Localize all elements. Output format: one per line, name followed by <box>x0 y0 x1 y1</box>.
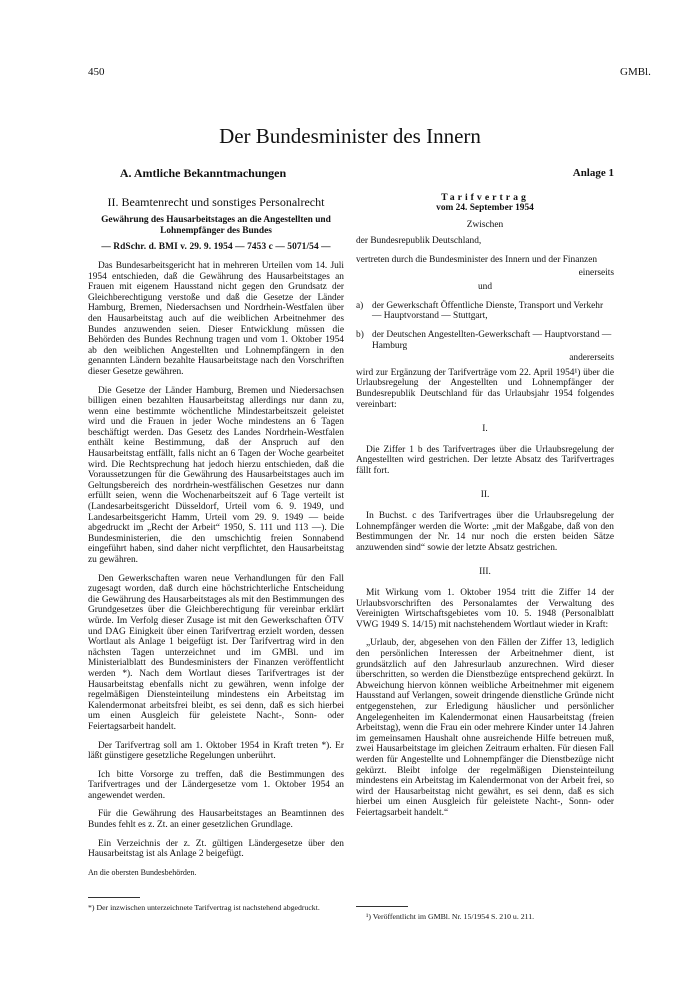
party-b-label: b) <box>356 329 364 340</box>
party-1-representative: vertreten durch die Bundesminister des Innern und der Finanzen <box>356 254 598 265</box>
right-column <box>356 168 614 827</box>
section-ii-numeral: II. <box>480 490 490 501</box>
paragraph-4: Der Tarifvertrag soll am 1. Oktober 1954 in Kraft treten *). Er läßt günstigere gesetzliche Regelungen unberührt. <box>88 740 344 762</box>
und-label: und <box>477 282 493 293</box>
addressee-line: An die obersten Bundesbehörden. <box>88 867 197 877</box>
annex-label: Anlage 1 <box>572 167 614 179</box>
section-i-text: Die Ziffer 1 b des Tarifvertrages über die Urlaubsregelung der Angestellten wird gestrichen. Der letzte Absatz des Tarifvertrages fällt fort. <box>356 444 614 476</box>
section-iii-numeral: III. <box>479 567 491 578</box>
paragraph-2: Die Gesetze der Länder Hamburg, Bremen und Niedersachsen billigen einen bezahlten Hausarbeitstag allerdings nur dann zu, wenn eine bestimmte wöchentliche Mindestarbeitszeit geleistet wird und die Frauen in jeder Woche mindestens an 6 Tagen beschäftigt werden. Das Gesetz des Landes Nordrhein-Westfalen enthält keine Bestimmung, daß der Anspruch auf den Hausarbeitstag entfällt, falls nicht an 6 Tagen der Woche gearbeitet wird. Die Rechtsprechung hat jedoch hierzu entschieden, daß die Voraussetzungen für die Gewährung des Hausarbeitstages auch im Geltungsbereich des nordrhein-westfälischen Gesetzes nur dann erfüllt seien, wenn die Wochenarbeitszeit auf 6 Tage verteilt ist (Landesarbeitsgericht Düsseldorf, Urteil vom 6. 9. 1949, und Landesarbeitsgericht Hamm, Urteil vom 29. 9. 1949 — beide abgedruckt im „Recht der Arbeit“ 1950, S. 111 und 113 —). Die Bundesministerien, die den umschichtig freien Sonnabend eingeführt haben, sind daher nicht verpflichtet, den Hausarbeitstag zu gewähren. <box>88 385 344 565</box>
left-footnote-rule <box>88 897 140 898</box>
agreement-date: vom 24. September 1954 <box>436 203 534 214</box>
party-a-text: der Gewerkschaft Öffentliche Dienste, Transport und Verkehr — Hauptvorstand — Stuttgart, <box>372 300 604 322</box>
page-number: 450 <box>88 66 105 78</box>
paragraph-1: Das Bundesarbeitsgericht hat in mehreren Urteilen vom 14. Juli 1954 entschieden, daß die Gewährung des Hausarbeitstages an Frauen mit eigenem Hausstand nicht gegen den Grundsatz der Gleichberechtigung verstoße und daß die Gesetze der Länder Hamburg, Bremen, Niedersachsen und Nordrhein-Westfalen über den Hausarbeitstag auch auf die weiblichen Arbeitnehmer des Bundes anzuwenden seien. Dieser Entwicklung müssen die Behörden des Bundes Rechnung tragen und vom 1. Oktober 1954 ab den weiblichen Angestellten und Lohnempfängern in den genannten Ländern bezahlte Hausarbeitstage nach den Vorschriften dieser Gesetze gewähren. <box>88 260 344 377</box>
paragraph-3: Den Gewerkschaften waren neue Verhandlungen für den Fall zugesagt worden, daß durch eine höchstrichterliche Entscheidung die Gewährung des Hausarbeitstages als mit den Bestimmungen des Grundgesetzes über die Gleichberechtigung für vereinbar erklärt würde. Im Verfolg dieser Zusage ist mit den Gewerkschaften ÖTV und DAG Einigkeit über einen Tarifvertrag erzielt worden, dessen Wortlaut als Anlage 1 beigefügt ist. Der Tarifvertrag wird in den nächsten Tagen unterzeichnet und im GMBl. und im Ministerialblatt des Bundesministers der Finanzen veröffentlicht werden *). Nach dem Wortlaut dieses Tarifvertrages ist der Hausarbeitstag ebenfalls nicht zu gewähren, wenn infolge der regelmäßigen Diensteinteilung mindestens ein Arbeitstag im Kalendermonat arbeitsfrei bleibt, es sei denn, daß es sich hierbei um einen Ausgleich für geleistete Nacht-, Sonn- oder Feiertagsarbeit handelt. <box>88 573 344 732</box>
right-footnote: ¹) Veröffentlicht im GMBl. Nr. 15/1954 S. 210 u. 211. <box>366 912 535 921</box>
paragraph-6: Für die Gewährung des Hausarbeitstages an Beamtinnen des Bundes fehlt es z. Zt. an einer gesetzlichen Grundlage. <box>88 809 344 831</box>
paragraph-5: Ich bitte Vorsorge zu treffen, daß die Bestimmungen des Tarifvertrages und der Ländergesetze vom 1. Oktober 1954 an angewendet werden. <box>88 769 344 801</box>
zwischen-label: Zwischen <box>466 219 504 230</box>
section-a-heading: A. Amtliche Bekanntmachungen <box>119 166 287 180</box>
agreement-intro: wird zur Ergänzung der Tarifverträge vom 22. April 1954¹) über die Urlaubsregelung der Angestellten und Lohnempfänger der Bundesrepublik Deutschland für das Urlaubsjahr 1954 folgendes vereinbart: <box>356 367 614 410</box>
einerseits-label: einerseits <box>578 267 614 278</box>
quoted-provision: „Urlaub, der, abgesehen von den Fällen der Ziffer 13, lediglich den persönlichen Interessen der Arbeitnehmer dient, ist grundsätzlich auf den Jahresurlaub anzurechnen. Wird dieser überschritten, so werden die Dienstbezüge entsprechend gekürzt. In Abweichung hiervon können weibliche Arbeitnehmer mit eigenem Hausstand auf Verlangen, soweit dringende dienstliche Gründe nicht entgegenstehen, zur Erledigung häuslicher und persönlicher Angelegenheiten im Kalendermonat einen Hausarbeitstag (freien Arbeitstag), wenn die Frau ein oder mehrere Kinder unter 14 Jahren im gemeinsamen Haushalt ohne ausreichende Hilfe betreuen muß, zwei Hausarbeitstage im gleichen Zeitraum erhalten. Für diesen Fall werden für Angestellte und Lohnempfänger die Dienstbezüge nicht gekürzt. Bleibt infolge der regelmäßigen Diensteinteilung mindestens ein Arbeitstag im Kalendermonat von der Arbeit frei, so wird der Hausarbeitstag nicht gewährt, es sei denn, daß es sich hierbei um einen Ausgleich für geleistete Nacht-, Sonn- oder Feiertagsarbeit handelt.“ <box>356 638 614 818</box>
agreement-title: Tarifvertrag <box>441 191 529 203</box>
right-footnote-rule <box>356 906 408 907</box>
section-iii-text: Mit Wirkung vom 1. Oktober 1954 tritt die Ziffer 14 der Urlaubsvorschriften des Personalamtes der Verwaltung des Vereinigten Wirtschaftsgebietes vom 10. 5. 1948 (Personalblatt VWG 1949 S. 14/15) mit nachstehendem Wortlaut wieder in Kraft: <box>356 588 614 630</box>
section-ii-heading: II. Beamtenrecht und sonstiges Personalrecht <box>107 194 325 209</box>
section-ii-text: In Buchst. c des Tarifvertrages über die Urlaubsregelung der Lohnempfänger werden die Worte: „mit der Maßgabe, daß von den Bestimmungen der Nr. 14 nur noch die ersten beiden Sätze anzuwenden sind“ sowie der letzte Absatz gestrichen. <box>356 511 614 553</box>
section-i-numeral: I. <box>482 424 488 435</box>
party-1: der Bundesrepublik Deutschland, <box>356 236 482 247</box>
party-a-label: a) <box>356 300 364 311</box>
party-a <box>356 301 614 322</box>
party-b-text: der Deutschen Angestellten-Gewerkschaft — Hauptvorstand — Hamburg <box>372 329 612 351</box>
left-footnote: *) Der inzwischen unterzeichnete Tarifvertrag ist nachstehend abgedruckt. <box>88 903 320 912</box>
circular-reference: — RdSchr. d. BMI v. 29. 9. 1954 — 7453 c — 5071/54 — <box>101 242 331 253</box>
party-b <box>356 330 614 351</box>
journal-abbreviation: GMBl. <box>620 66 651 78</box>
andererseits-label: andererseits <box>569 353 614 364</box>
left-column <box>88 168 344 885</box>
paragraph-7: Ein Verzeichnis der z. Zt. gültigen Ländergesetze über den Hausarbeitstag ist als Anlage 2 beigefügt. <box>88 838 344 860</box>
minister-title: Der Bundesminister des Innern <box>219 124 481 148</box>
subject-heading: Gewährung des Hausarbeitstages an die Angestellten und Lohnempfänger des Bundes <box>101 215 331 236</box>
